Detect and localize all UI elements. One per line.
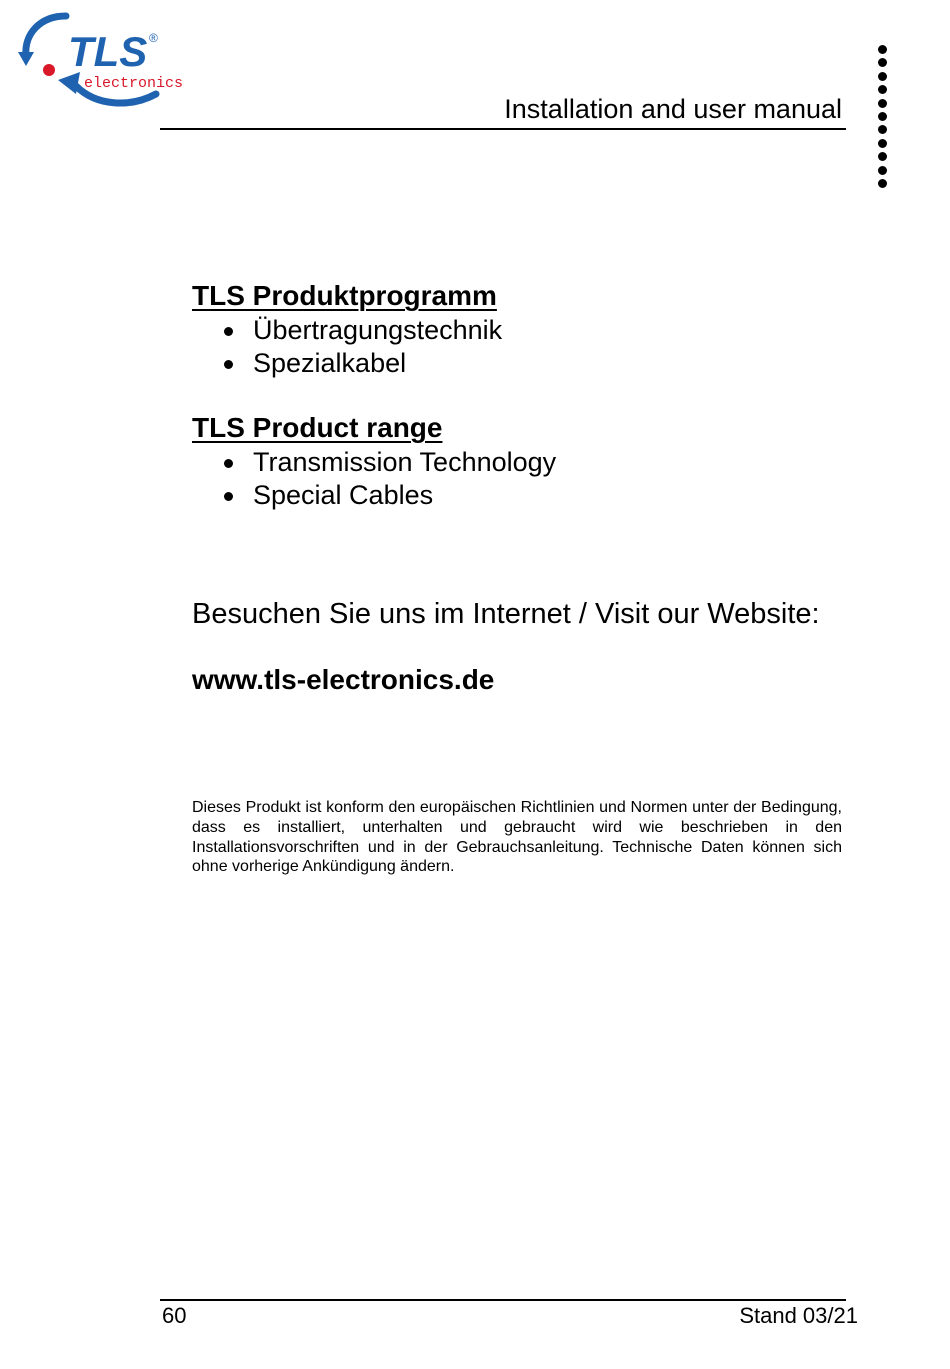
heading-product-range: TLS Product range [192, 412, 443, 443]
visit-website-text: Besuchen Sie uns im Internet / Visit our Website: [192, 598, 820, 630]
english-product-list [192, 446, 842, 512]
list-item: Spezialkabel [192, 347, 842, 380]
footer-divider [160, 1299, 846, 1301]
list-item: Special Cables [192, 479, 842, 512]
list-item: Übertragungstechnik [192, 314, 842, 347]
stand-date: Stand 03/21 [739, 1303, 858, 1328]
list-item: Transmission Technology [192, 446, 842, 479]
logo-sub-text: electronics [84, 75, 184, 92]
logo-brand-text: TLS [68, 28, 148, 75]
header-title: Installation and user manual [504, 94, 842, 124]
website-link[interactable]: www.tls-electronics.de [192, 664, 495, 695]
main-content [192, 278, 842, 893]
logo-registered-mark: ® [149, 31, 158, 45]
header-divider [160, 128, 846, 130]
tls-logo [18, 8, 193, 114]
page-number: 60 [162, 1303, 187, 1328]
heading-produktprogramm: TLS Produktprogramm [192, 280, 497, 311]
disclaimer-text: Dieses Produkt ist konform den europäischen Richtlinien und Normen unter der Bedingung, dass es installiert, unterhalten und gebraucht wird wie beschrieben in den Installationsvorschriften und in der Gebrauchsanleitung. Technische Daten können sich ohne vorherige Ankündigung ändern. [192, 799, 842, 876]
german-product-list [192, 314, 842, 380]
decorative-dots [878, 45, 890, 192]
